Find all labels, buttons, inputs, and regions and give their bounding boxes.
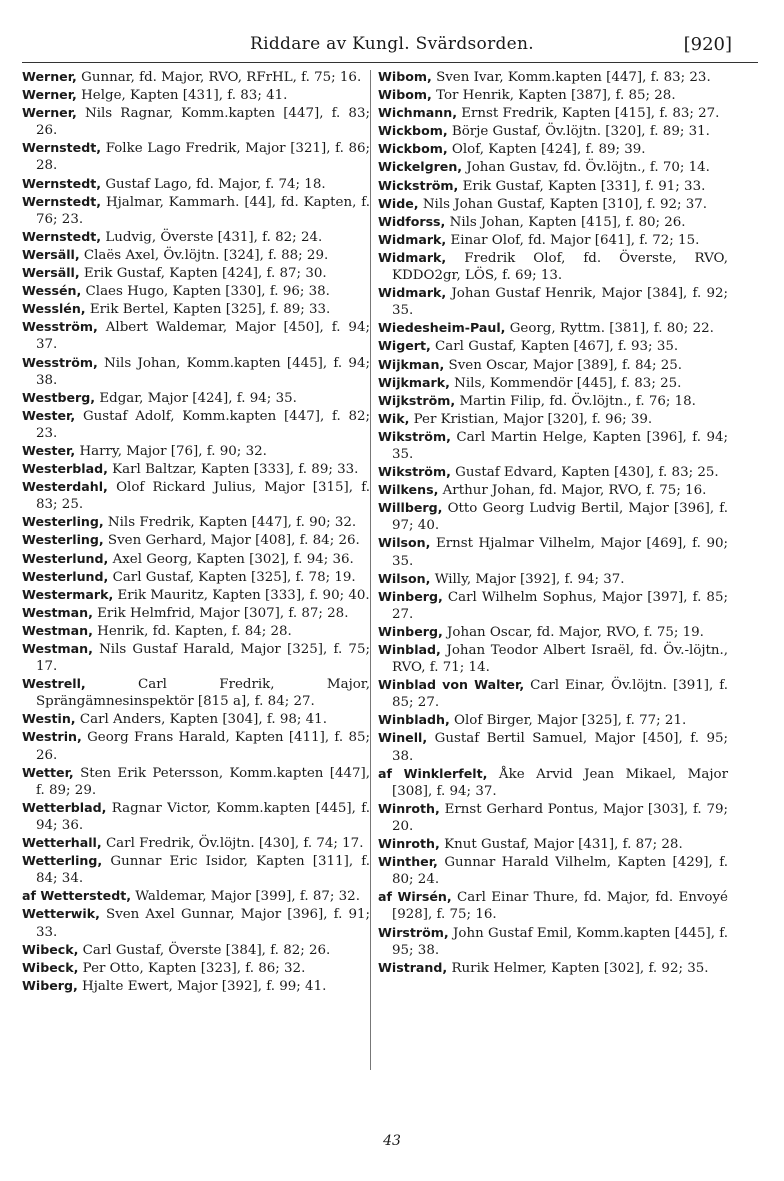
entry-details: Erik Gustaf, Kapten [331], f. 91; 33. [462,178,706,194]
entry-surname: Wester, [22,442,76,458]
entry-details: Fredrik Olof, fd. Överste, RVO, KDDO2gr, LÖS, f. 69; 13. [392,250,728,284]
entry-surname: Wikström, [378,428,451,444]
register-entry [22,300,370,318]
register-entry [22,799,370,834]
entry-surname: Westerlund, [22,568,109,584]
register-entry [378,86,728,104]
register-entry [378,853,728,888]
entry-surname: Willberg, [378,500,443,516]
register-entry [22,282,370,300]
entry-details: Nils Johan, Kapten [415], f. 80; 26. [449,214,686,230]
entry-details: Carl Fredrik, Major, Sprängämnesinspektör [815 a], f. 84; 27. [36,677,370,710]
entry-details: Sven Oscar, Major [389], f. 84; 25. [448,357,683,373]
entry-surname: Wetterhall, [22,835,102,851]
register-entry [22,104,370,139]
entry-surname: Wijkström, [378,392,456,408]
entry-surname: Winroth, [378,800,440,816]
register-entry [378,104,728,122]
entry-details: Otto Georg Ludvig Bertil, Major [396], f. 97; 40. [392,501,728,534]
running-head [0,34,784,58]
register-entry [378,463,728,481]
entry-surname: Westberg, [22,389,96,405]
register-entry [378,392,728,410]
entry-details: Gustaf Bertil Samuel, Major [450], f. 95; 38. [392,731,728,764]
register-entry [378,499,728,534]
header-rule [22,62,758,63]
register-entry [378,428,728,463]
entry-surname: Wiedesheim-Paul, [378,320,506,336]
register-entry [22,675,370,710]
entry-surname: Wilson, [378,570,431,586]
entry-surname: Wersäll, [22,246,80,262]
entry-surname: Westermark, [22,586,114,602]
register-entry [22,640,370,675]
entry-surname: Wetterwik, [22,906,100,922]
entry-surname: Wirström, [378,924,449,940]
entry-surname: Winell, [378,730,428,746]
entry-surname: Wistrand, [378,959,448,975]
entry-details: Johan Oscar, fd. Major, RVO, f. 75; 19. [447,624,704,640]
entry-surname: Wickström, [378,177,459,193]
entry-details: Nils, Kommendör [445], f. 83; 25. [454,375,682,391]
register-entry [378,374,728,392]
register-entry [378,835,728,853]
entry-surname: Wernstedt, [22,140,102,156]
entry-details: Gustaf Lago, fd. Major, f. 74; 18. [105,176,326,192]
register-entry [22,905,370,940]
register-entry [22,531,370,549]
entry-surname: Wesslén, [22,301,86,317]
entry-surname: Widmark, [378,285,447,301]
register-entry [378,924,728,959]
entry-surname: af Winklerfelt, [378,765,488,781]
entry-surname: Wilson, [378,535,431,551]
register-entry [378,356,728,374]
entry-details: Georg Frans Harald, Kapten [411], f. 85; 26. [36,730,370,763]
register-entry [22,622,370,640]
register-entry [378,711,728,729]
entry-surname: Wernstedt, [22,175,102,191]
register-entry [22,764,370,799]
entry-surname: Westin, [22,711,76,727]
register-entry [378,959,728,977]
entry-surname: Wibeck, [22,941,79,957]
entry-surname: Wibom, [378,69,432,84]
register-entry [22,959,370,977]
entry-details: Folke Lago Fredrik, Major [321], f. 86; 28. [36,141,371,174]
register-entry [378,122,728,140]
entry-surname: Wickbom, [378,123,448,139]
register-entry [378,319,728,337]
entry-surname: Wide, [378,195,419,211]
entry-details: Ernst Hjalmar Vilhelm, Major [469], f. 90; 35. [392,536,728,569]
entry-surname: Winberg, [378,623,443,639]
entry-details: Einar Olof, fd. Major [641], f. 72; 15. [450,232,700,248]
entry-surname: Werner, [22,105,77,121]
entry-details: Knut Gustaf, Major [431], f. 87; 28. [444,837,683,853]
register-entry [378,249,728,284]
register-entry [378,410,728,428]
register-entry [22,193,370,228]
entry-details: Harry, Major [76], f. 90; 32. [79,443,267,459]
entry-details: Sten Erik Petersson, Komm.kapten [447], f. 89; 29. [36,765,370,798]
register-entry [378,337,728,355]
entry-details: Carl Anders, Kapten [304], f. 98; 41. [79,712,327,728]
register-entry [22,228,370,246]
entry-details: Ragnar Victor, Komm.kapten [445], f. 94; 36. [36,800,370,833]
folio: 43 [383,1133,401,1149]
register-entry [378,534,728,569]
entry-details: Nils Ragnar, Komm.kapten [447], f. 83; 26. [36,106,370,139]
entry-surname: Wijkman, [378,356,445,372]
entry-details: Sven Ivar, Komm.kapten [447], f. 83; 23. [436,70,711,85]
entry-surname: Wilkens, [378,482,439,498]
entry-details: Carl Fredrik, Öv.löjtn. [430], f. 74; 17. [105,836,364,852]
entry-details: Per Kristian, Major [320], f. 96; 39. [413,411,653,427]
left-column [22,68,370,995]
entry-surname: Westman, [22,622,93,638]
entry-details: Nils Gustaf Harald, Major [325], f. 75; 17. [36,642,370,675]
register-entry [378,676,728,711]
entry-surname: af Wirsén, [378,889,452,905]
entry-surname: Wetterling, [22,853,103,869]
entry-details: Olof, Kapten [424], f. 89; 39. [451,142,646,158]
register-entry [22,478,370,513]
entry-surname: Wickelgren, [378,159,463,175]
entry-details: Henrik, fd. Kapten, f. 84; 28. [97,623,292,639]
entry-details: Börje Gustaf, Öv.löjtn. [320], f. 89; 31. [451,124,710,140]
entry-details: Gunnar, fd. Major, RVO, RFrHL, f. 75; 16. [81,70,362,85]
register-entry [378,140,728,158]
entry-surname: Wetterblad, [22,799,107,815]
entry-surname: Westerling, [22,514,104,530]
entry-surname: Wibeck, [22,959,79,975]
entry-details: Tor Henrik, Kapten [387], f. 85; 28. [436,88,676,104]
entry-surname: Wigert, [378,338,431,354]
entry-details: Carl Martin Helge, Kapten [396], f. 94; 35. [392,429,728,462]
entry-details: Edgar, Major [424], f. 94; 35. [99,390,297,406]
entry-details: Per Otto, Kapten [323], f. 86; 32. [82,960,306,976]
entry-surname: Wessén, [22,283,82,299]
entry-surname: Werner, [22,87,77,103]
register-entry [22,389,370,407]
register-entry [378,284,728,319]
entry-surname: Winblad von Walter, [378,677,525,693]
register-entry [22,442,370,460]
register-entry [22,264,370,282]
entry-details: Johan Teodor Albert Israël, fd. Öv.-löjtn., RVO, f. 71; 14. [392,643,728,676]
register-entry [22,407,370,442]
entry-surname: Werner, [22,69,77,84]
entry-surname: Wichmann, [378,105,457,121]
entry-surname: Wernstedt, [22,228,102,244]
entry-surname: Wester, [22,407,76,423]
register-entry [22,586,370,604]
register-entry [22,887,370,905]
entry-details: Axel Georg, Kapten [302], f. 94; 36. [112,551,354,567]
register-entry [22,604,370,622]
entry-details: Gustaf Adolf, Komm.kapten [447], f. 82; 23. [36,408,370,441]
entry-details: Claes Hugo, Kapten [330], f. 96; 38. [85,284,330,300]
register-entry [22,139,370,174]
entry-details: Hjalte Ewert, Major [392], f. 99; 41. [82,978,327,994]
entry-surname: Wersäll, [22,265,80,281]
page-code: [920] [683,34,732,55]
register-entry [378,68,728,86]
entry-details: Gunnar Harald Vilhelm, Kapten [429], f. 80; 24. [392,855,728,888]
register-entry [378,481,728,499]
register-entry [378,888,728,923]
entry-surname: Widforss, [378,213,446,229]
register-entry [378,800,728,835]
entry-surname: Wibom, [378,87,432,103]
register-entry [378,213,728,231]
register-entry [22,550,370,568]
register-entry [378,641,728,676]
register-entry [22,852,370,887]
entry-details: Arthur Johan, fd. Major, RVO, f. 75; 16. [442,483,707,499]
entry-details: Sven Gerhard, Major [408], f. 84; 26. [107,533,360,549]
entry-surname: Winther, [378,854,438,870]
entry-details: Carl Gustaf, Kapten [325], f. 78; 19. [112,569,356,585]
running-title: Riddare av Kungl. Svärdsorden. [250,34,534,54]
entry-details: Carl Gustaf, Kapten [467], f. 93; 35. [435,339,679,355]
entry-details: Nils Johan, Komm.kapten [445], f. 94; 38. [36,355,370,388]
entry-surname: Widmark, [378,249,447,265]
entry-details: John Gustaf Emil, Komm.kapten [445], f. 95; 38. [392,925,728,958]
entry-surname: Wesström, [22,354,98,370]
entry-surname: Westman, [22,604,93,620]
entry-details: Olof Rickard Julius, Major [315], f. 83; 25. [36,480,370,513]
entry-details: Carl Wilhelm Sophus, Major [397], f. 85; 27. [392,589,728,622]
entry-details: Martin Filip, fd. Öv.löjtn., f. 76; 18. [459,393,696,409]
entry-surname: Westerlund, [22,550,109,566]
right-column [378,68,728,977]
register-entry [378,158,728,176]
entry-details: Erik Mauritz, Kapten [333], f. 90; 40. [117,587,370,603]
entry-details: Nils Johan Gustaf, Kapten [310], f. 92; 37. [422,196,708,212]
register-entry [378,729,728,764]
entry-details: Gunnar Eric Isidor, Kapten [311], f. 84; 34. [36,854,370,887]
entry-details: Gustaf Edvard, Kapten [430], f. 83; 25. [455,465,719,481]
entry-details: Hjalmar, Kammarh. [44], fd. Kapten, f. 76; 23. [36,194,370,227]
column-divider [370,70,371,1070]
entry-details: Johan Gustav, fd. Öv.löjtn., f. 70; 14. [466,160,710,176]
entry-details: Ernst Fredrik, Kapten [415], f. 83; 27. [461,106,720,122]
entry-surname: Westrin, [22,729,82,745]
entry-surname: Westerdahl, [22,479,108,495]
register-entry [378,231,728,249]
register-entry [22,175,370,193]
entry-surname: Wernstedt, [22,193,102,209]
entry-surname: Widmark, [378,231,447,247]
entry-surname: Wesström, [22,319,98,335]
entry-surname: Wijkmark, [378,374,450,390]
entry-surname: Wikström, [378,464,451,480]
register-entry [378,570,728,588]
entry-details: Sven Axel Gunnar, Major [396], f. 91; 33. [36,907,370,940]
register-entry [22,318,370,353]
register-entry [22,710,370,728]
register-entry [22,460,370,478]
entry-surname: Wiberg, [22,977,78,993]
entry-details: Johan Gustaf Henrik, Major [384], f. 92; 35. [392,286,728,319]
entry-details: Waldemar, Major [399], f. 87; 32. [135,889,360,905]
entry-details: Willy, Major [392], f. 94; 37. [434,571,625,587]
entry-surname: Winroth, [378,836,440,852]
register-entry [22,834,370,852]
entry-details: Rurik Helmer, Kapten [302], f. 92; 35. [451,960,709,976]
register-entry [378,177,728,195]
entry-details: Ludvig, Överste [431], f. 82; 24. [105,229,323,245]
register-entry [378,588,728,623]
register-entry [22,246,370,264]
register-entry [22,354,370,389]
entry-details: Erik Gustaf, Kapten [424], f. 87; 30. [83,266,327,282]
entry-details: Olof Birger, Major [325], f. 77; 21. [454,713,687,729]
register-entry [22,86,370,104]
register-entry [22,977,370,995]
entry-details: Erik Bertel, Kapten [325], f. 89; 33. [89,302,331,318]
entry-surname: Winberg, [378,588,443,604]
entry-details: Georg, Ryttm. [381], f. 80; 22. [509,321,714,337]
entry-details: Albert Waldemar, Major [450], f. 94; 37. [36,320,370,353]
register-entry [22,941,370,959]
entry-details: Åke Arvid Jean Mikael, Major [308], f. 94; 37. [392,766,728,799]
entry-surname: Wickbom, [378,141,448,157]
entry-surname: Wetter, [22,764,74,780]
register-entry [22,568,370,586]
entry-details: Helge, Kapten [431], f. 83; 41. [81,88,288,104]
entry-details: Erik Helmfrid, Major [307], f. 87; 28. [97,605,349,621]
entry-details: Karl Baltzar, Kapten [333], f. 89; 33. [112,462,359,478]
register-entry [378,765,728,800]
entry-surname: af Wetterstedt, [22,888,132,904]
entry-details: Carl Gustaf, Överste [384], f. 82; 26. [82,942,331,958]
entry-surname: Winblad, [378,642,441,657]
entry-details: Nils Fredrik, Kapten [447], f. 90; 32. [107,515,357,531]
register-entry [22,728,370,763]
register-entry [378,195,728,213]
entry-surname: Westman, [22,641,93,656]
entry-surname: Westrell, [22,676,86,692]
entry-details: Claës Axel, Öv.löjtn. [324], f. 88; 29. [83,247,329,263]
entry-surname: Westerblad, [22,461,108,477]
register-entry [22,513,370,531]
register-entry [22,68,370,86]
entry-surname: Winbladh, [378,712,450,728]
register-entry [378,623,728,641]
entry-details: Ernst Gerhard Pontus, Major [303], f. 79; 20. [392,801,729,834]
entry-surname: Westerling, [22,532,104,548]
entry-details: Carl Einar Thure, fd. Major, fd. Envoyé [928], f. 75; 16. [392,890,728,923]
entry-surname: Wik, [378,410,410,426]
entry-details: Carl Einar, Öv.löjtn. [391], f. 85; 27. [392,678,728,711]
